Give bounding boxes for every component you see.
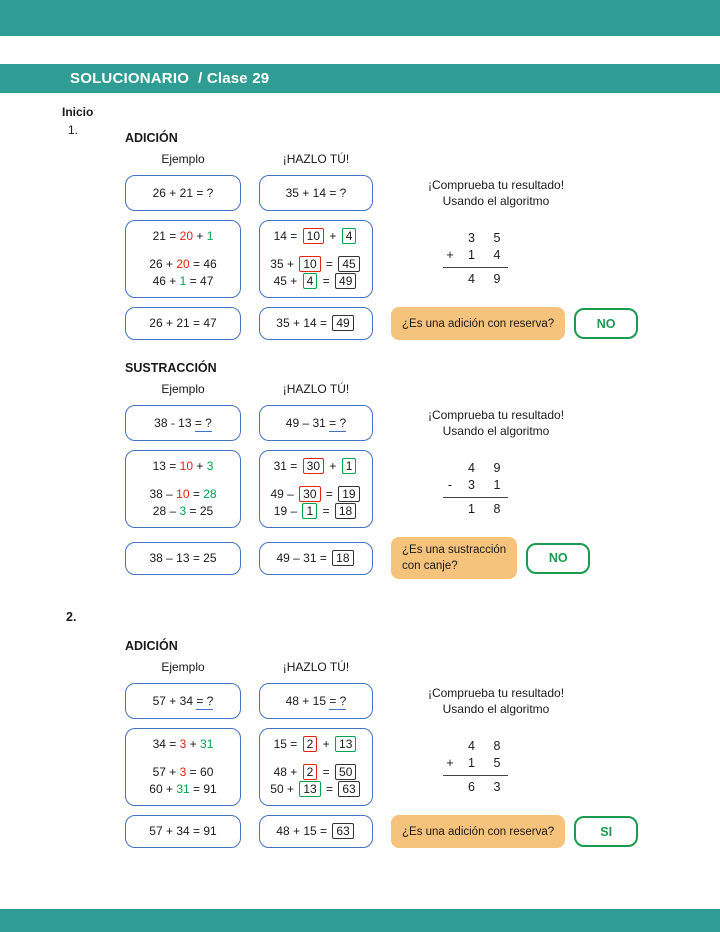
math-segment-boxg: 1 bbox=[302, 503, 317, 519]
math-line bbox=[260, 781, 372, 798]
algorithm-digit: 3 bbox=[493, 780, 501, 794]
column-header-hazlo-tu: ¡HAZLO TÚ! bbox=[282, 382, 350, 396]
question-line-2: con canje? bbox=[402, 560, 458, 572]
math-segment-boxk: 63 bbox=[338, 781, 359, 797]
math-segment: = bbox=[319, 504, 333, 518]
example-work-box bbox=[125, 220, 241, 298]
math-segment-red: 3 bbox=[179, 737, 187, 751]
math-line bbox=[126, 415, 240, 432]
section-2-sustraccion bbox=[125, 360, 665, 579]
math-segment-red: 20 bbox=[176, 257, 190, 271]
math-segment: 35 + 14 = ? bbox=[285, 185, 347, 200]
math-segment: 14 = bbox=[273, 229, 301, 243]
section-title: ADICIÓN bbox=[125, 639, 178, 653]
question-pill bbox=[391, 537, 517, 579]
math-line bbox=[126, 736, 240, 753]
math-segment-boxk: 45 bbox=[338, 256, 359, 272]
math-segment-green: 1 bbox=[179, 274, 187, 288]
math-segment-green: 31 bbox=[200, 737, 214, 751]
column-header-hazlo-tu: ¡HAZLO TÚ! bbox=[282, 152, 350, 166]
math-line bbox=[126, 185, 240, 202]
algorithm-digit: 4 bbox=[493, 248, 501, 262]
work-row bbox=[125, 450, 665, 528]
algorithm-digit: 8 bbox=[493, 739, 501, 753]
math-segment: 35 + bbox=[270, 257, 298, 271]
math-segment: 48 + 15 = bbox=[276, 824, 331, 838]
algorithm-digit: 8 bbox=[493, 502, 501, 516]
math-line bbox=[260, 550, 372, 567]
column-headers-row bbox=[125, 660, 665, 675]
column-header-ejemplo: Ejemplo bbox=[161, 152, 205, 166]
algorithm-digit: 9 bbox=[493, 272, 501, 286]
math-line bbox=[126, 273, 240, 290]
math-segment: 45 + bbox=[273, 274, 301, 288]
math-segment: 57 + 34 = 91 bbox=[149, 824, 217, 838]
math-segment: 60 + bbox=[149, 782, 177, 796]
math-segment: 48 + 15 bbox=[285, 693, 330, 708]
math-segment: 38 – bbox=[149, 487, 177, 501]
math-line bbox=[260, 185, 372, 202]
result-row bbox=[125, 307, 665, 340]
math-segment: 31 = bbox=[273, 459, 301, 473]
column-headers-row bbox=[125, 152, 665, 167]
start-row bbox=[125, 683, 665, 719]
math-line bbox=[260, 458, 372, 475]
math-segment: + bbox=[326, 229, 340, 243]
algorithm-digit: 4 bbox=[468, 272, 475, 286]
example-start-box bbox=[125, 683, 241, 719]
doit-result-box bbox=[259, 307, 373, 340]
inicio-label: Inicio bbox=[62, 105, 94, 119]
math-line bbox=[260, 503, 372, 520]
math-segment-boxg: 4 bbox=[342, 228, 357, 244]
check-line-2: Usando el algoritmo bbox=[442, 194, 550, 208]
math-segment-ul: = ? bbox=[196, 693, 214, 708]
doit-start-box bbox=[259, 405, 373, 441]
algorithm-bottom-row bbox=[443, 477, 508, 494]
doit-work-box bbox=[259, 450, 373, 528]
start-row bbox=[125, 405, 665, 441]
algorithm-digit: 4 bbox=[468, 739, 475, 753]
doit-result-box bbox=[259, 815, 373, 848]
math-segment: 50 + bbox=[270, 782, 298, 796]
result-row bbox=[125, 537, 665, 579]
math-line bbox=[126, 503, 240, 520]
section-title: ADICIÓN bbox=[125, 131, 178, 145]
math-line bbox=[260, 736, 372, 753]
column-header-ejemplo: Ejemplo bbox=[161, 382, 205, 396]
question-pill bbox=[391, 815, 565, 848]
algorithm-top-row bbox=[443, 230, 508, 247]
section-1-adicion bbox=[125, 130, 665, 340]
math-segment: 34 = bbox=[152, 737, 180, 751]
check-line-2: Usando el algoritmo bbox=[442, 424, 550, 438]
math-segment: = 25 bbox=[186, 504, 214, 518]
math-segment-green: 31 bbox=[176, 782, 190, 796]
math-line bbox=[126, 458, 240, 475]
math-line bbox=[126, 550, 240, 567]
math-segment-ul: = ? bbox=[329, 415, 347, 430]
start-row bbox=[125, 175, 665, 211]
answer-label: SI bbox=[600, 824, 613, 839]
math-line bbox=[260, 273, 372, 290]
math-segment: + bbox=[186, 737, 201, 751]
algorithm-digit: 6 bbox=[468, 780, 475, 794]
check-line-1: ¡Comprueba tu resultado! bbox=[427, 408, 565, 422]
math-segment-boxr: 30 bbox=[303, 458, 324, 474]
result-row bbox=[125, 815, 665, 848]
answer-box bbox=[526, 543, 590, 574]
math-segment: = bbox=[322, 257, 337, 271]
algorithm-digit: 5 bbox=[493, 756, 501, 770]
math-segment-boxk: 18 bbox=[335, 503, 356, 519]
math-segment-boxr: 2 bbox=[303, 736, 318, 752]
math-segment: 49 – bbox=[270, 487, 298, 501]
math-segment-boxr: 30 bbox=[299, 486, 320, 502]
math-segment: 57 + 34 bbox=[152, 693, 197, 708]
footer-teal-strip bbox=[0, 909, 720, 932]
operator-sign: - bbox=[447, 478, 453, 492]
math-segment-boxk: 49 bbox=[335, 273, 356, 289]
math-segment: 38 – 13 = 25 bbox=[149, 550, 217, 565]
question-line-1: ¿Es una sustracción bbox=[402, 544, 507, 556]
math-segment-green: 3 bbox=[206, 459, 214, 473]
math-segment: + bbox=[193, 459, 207, 473]
math-segment: 46 + bbox=[152, 274, 180, 288]
math-line bbox=[260, 764, 372, 781]
math-segment: 48 + bbox=[273, 765, 301, 779]
math-segment-boxk: 49 bbox=[332, 315, 353, 331]
math-segment: 38 - 13 bbox=[154, 415, 195, 430]
math-segment-boxr: 2 bbox=[303, 764, 318, 780]
math-line bbox=[260, 315, 372, 332]
algorithm-top-row bbox=[443, 460, 508, 477]
math-segment: = bbox=[319, 765, 334, 779]
math-segment-red: 10 bbox=[176, 487, 190, 501]
algorithm-digit: 3 bbox=[468, 478, 475, 492]
question-line-1: ¿Es una adición con reserva? bbox=[402, 317, 555, 330]
math-segment-boxg: 13 bbox=[299, 781, 320, 797]
header-title-sub: / Clase 29 bbox=[198, 70, 270, 87]
math-segment-boxk: 18 bbox=[332, 550, 353, 566]
algorithm-digit: 1 bbox=[493, 478, 501, 492]
math-segment: = 47 bbox=[186, 274, 214, 288]
math-segment: = 46 bbox=[189, 257, 217, 271]
algorithm-result-row bbox=[443, 267, 508, 288]
work-row bbox=[125, 728, 665, 806]
header-title-main: SOLUCIONARIO bbox=[70, 70, 190, 87]
answer-label: NO bbox=[596, 316, 616, 331]
math-line bbox=[260, 693, 372, 710]
math-segment: + bbox=[193, 229, 207, 243]
check-result-text bbox=[391, 407, 601, 439]
math-segment-boxg: 1 bbox=[342, 458, 357, 474]
math-segment-boxk: 63 bbox=[332, 823, 353, 839]
math-line bbox=[126, 693, 240, 710]
math-segment: = bbox=[322, 782, 337, 796]
math-segment: + bbox=[319, 737, 334, 751]
math-segment: 35 + 14 = bbox=[276, 316, 331, 330]
math-segment-boxg: 4 bbox=[303, 273, 318, 289]
operator-sign: + bbox=[446, 756, 454, 770]
algorithm-digit: 3 bbox=[468, 231, 475, 245]
math-line bbox=[126, 315, 240, 332]
math-segment: 49 – 31 bbox=[285, 415, 330, 430]
math-segment: 28 – bbox=[152, 504, 180, 518]
example-start-box bbox=[125, 175, 241, 211]
math-line bbox=[126, 256, 240, 273]
math-segment-boxg: 13 bbox=[335, 736, 356, 752]
math-segment: 21 = bbox=[152, 229, 180, 243]
math-segment-green: 3 bbox=[179, 504, 187, 518]
math-segment: 26 + 21 = ? bbox=[152, 185, 214, 200]
math-segment-boxk: 19 bbox=[338, 486, 359, 502]
math-segment-boxk: 50 bbox=[335, 764, 356, 780]
math-segment: = 60 bbox=[186, 765, 214, 779]
math-segment-ul: = ? bbox=[329, 693, 347, 708]
answer-box bbox=[574, 308, 638, 339]
math-line bbox=[260, 228, 372, 245]
header-bar bbox=[0, 64, 720, 93]
check-line-2: Usando el algoritmo bbox=[442, 702, 550, 716]
example-work-box bbox=[125, 450, 241, 528]
answer-box bbox=[574, 816, 638, 847]
column-algorithm bbox=[443, 460, 508, 518]
algorithm-digit: 1 bbox=[468, 502, 475, 516]
math-line bbox=[126, 764, 240, 781]
algorithm-result-row bbox=[443, 497, 508, 518]
math-line bbox=[260, 256, 372, 273]
math-segment-red: 20 bbox=[179, 229, 193, 243]
math-segment-green: 28 bbox=[203, 487, 217, 501]
math-segment: 26 + bbox=[149, 257, 177, 271]
algorithm-digit: 1 bbox=[468, 248, 475, 262]
column-algorithm bbox=[443, 738, 508, 796]
example-start-box bbox=[125, 405, 241, 441]
math-line bbox=[126, 486, 240, 503]
algorithm-digit: 9 bbox=[493, 461, 501, 475]
section-title: SUSTRACCIÓN bbox=[125, 361, 217, 375]
example-result-box bbox=[125, 815, 241, 848]
math-segment-green: 1 bbox=[206, 229, 214, 243]
math-segment: 26 + 21 = 47 bbox=[149, 316, 217, 330]
column-headers-row bbox=[125, 382, 665, 397]
doit-work-box bbox=[259, 220, 373, 298]
math-segment: 15 = bbox=[273, 737, 301, 751]
math-segment-red: 10 bbox=[179, 459, 193, 473]
math-segment-boxr: 10 bbox=[303, 228, 324, 244]
column-header-ejemplo: Ejemplo bbox=[161, 660, 205, 674]
check-result-text bbox=[391, 177, 601, 209]
math-segment: 49 – 31 = bbox=[276, 550, 331, 565]
math-segment-boxr: 10 bbox=[299, 256, 320, 272]
math-line bbox=[126, 781, 240, 798]
math-segment-red: 3 bbox=[179, 765, 187, 779]
algorithm-top-row bbox=[443, 738, 508, 755]
algorithm-result-row bbox=[443, 775, 508, 796]
algorithm-bottom-row bbox=[443, 755, 508, 772]
example-result-box bbox=[125, 307, 241, 340]
check-line-1: ¡Comprueba tu resultado! bbox=[427, 686, 565, 700]
math-segment: 57 + bbox=[152, 765, 180, 779]
question-pill bbox=[391, 307, 565, 340]
math-segment: = bbox=[189, 487, 204, 501]
algorithm-bottom-row bbox=[443, 247, 508, 264]
check-line-1: ¡Comprueba tu resultado! bbox=[427, 178, 565, 192]
math-segment: 19 – bbox=[273, 504, 301, 518]
math-segment: + bbox=[326, 459, 340, 473]
column-algorithm bbox=[443, 230, 508, 288]
item-2-number: 2. bbox=[66, 610, 77, 624]
item-1-number: 1. bbox=[68, 123, 79, 137]
math-line bbox=[260, 415, 372, 432]
answer-label: NO bbox=[548, 551, 568, 565]
math-line bbox=[260, 486, 372, 503]
top-teal-strip bbox=[0, 0, 720, 36]
doit-start-box bbox=[259, 683, 373, 719]
check-result-text bbox=[391, 685, 601, 717]
math-segment-ul: = ? bbox=[194, 415, 212, 430]
math-segment: 13 = bbox=[152, 459, 180, 473]
algorithm-digit: 4 bbox=[468, 461, 475, 475]
math-segment: = 91 bbox=[189, 782, 217, 796]
doit-work-box bbox=[259, 728, 373, 806]
question-line-1: ¿Es una adición con reserva? bbox=[402, 825, 555, 838]
section-3-adicion bbox=[125, 638, 665, 848]
doit-result-box bbox=[259, 542, 373, 575]
math-segment: = bbox=[319, 274, 334, 288]
algorithm-digit: 1 bbox=[468, 756, 475, 770]
example-result-box bbox=[125, 542, 241, 575]
example-work-box bbox=[125, 728, 241, 806]
math-line bbox=[126, 228, 240, 245]
doit-start-box bbox=[259, 175, 373, 211]
column-header-hazlo-tu: ¡HAZLO TÚ! bbox=[282, 660, 350, 674]
math-line bbox=[126, 823, 240, 840]
math-line bbox=[260, 823, 372, 840]
algorithm-digit: 5 bbox=[493, 231, 501, 245]
work-row bbox=[125, 220, 665, 298]
operator-sign: + bbox=[446, 248, 454, 262]
math-segment: = bbox=[322, 487, 337, 501]
